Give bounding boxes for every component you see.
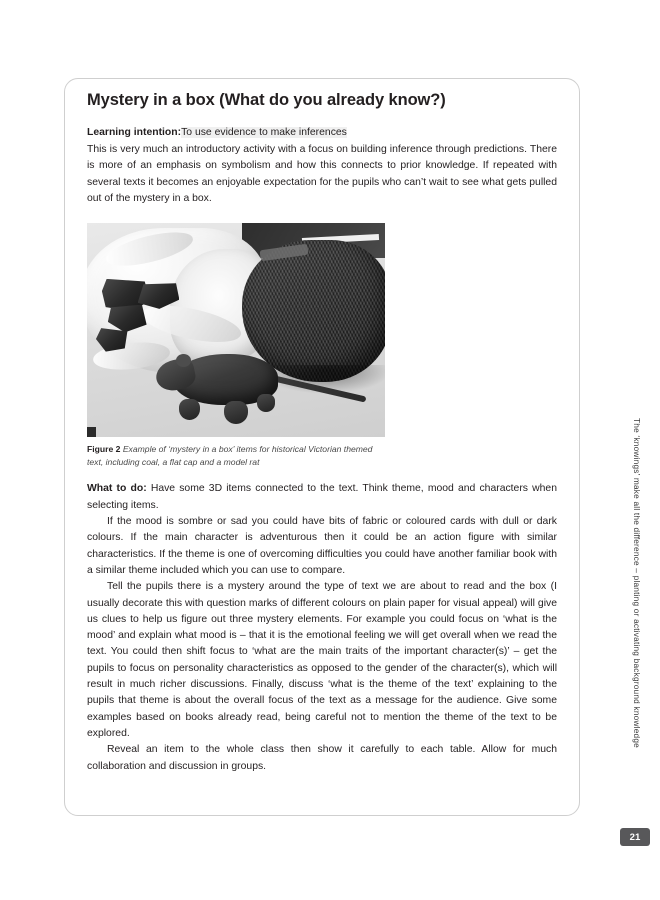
- body-paragraph-1: If the mood is sombre or sad you could have bits of fabric or coloured cards with dull or dark colours. If the main character is adventurous then it could be an action figure with similar characteristics. If the theme is one of overcoming difficulties you could have another familiar book with a similar theme included which you can use to compare.: [87, 516, 557, 576]
- figure-mystery-box: [87, 223, 385, 468]
- what-to-do-text: Have some 3D items connected to the text. Think theme, mood and characters when selecting items.: [87, 483, 557, 511]
- model-rat-leg: [257, 394, 275, 411]
- content-card: [64, 78, 580, 816]
- page-title: Mystery in a box (What do you already know?): [87, 91, 446, 109]
- figure-caption-text: Example of ‘mystery in a box’ items for historical Victorian themed text, including coal, a flat cap and a model rat: [87, 444, 373, 467]
- figure-photograph: [87, 223, 385, 437]
- learning-intention-label: Learning intention:: [87, 126, 182, 138]
- page-number-badge: 21: [620, 828, 650, 846]
- figure-caption: [87, 443, 387, 468]
- model-rat-ear: [176, 354, 191, 367]
- card-inner: [87, 91, 557, 775]
- learning-intention-line: [87, 125, 557, 141]
- learning-intention-value: To use evidence to make inferences: [181, 126, 347, 138]
- what-to-do-label: What to do:: [87, 483, 147, 495]
- running-head: The ‘knowings’ make all the difference – planting or activating background knowledge: [632, 418, 642, 748]
- body-paragraph-3: Reveal an item to the whole class then show it carefully to each table. Allow for much collaboration and discussion in groups.: [87, 744, 557, 772]
- figure-label: Figure 2: [87, 444, 121, 455]
- photo-corner-mark: [87, 427, 96, 438]
- intro-paragraph: This is very much an introductory activity with a focus on building inference through predictions. There is more of an emphasis on symbolism and how this connects to prior knowledge. If repeated with several texts it becomes an enjoyable expectation for the pupils who can’t wait to see what gets pulled out of the mystery in a box.: [87, 144, 557, 204]
- body-paragraph-2: Tell the pupils there is a mystery around the type of text we are about to read and the box (I usually decorate this with question marks of different colours on plain paper for visual appeal) will give us clues to help us figure out three mystery elements. For example you could focus on ‘what is the mood’ and explain what mood is – that it is the emotional feeling we will get overall when we read the text. You could then shift focus to ‘what are the main traits of the important character(s)’ – get the pupils to focus on personality characteristics as opposed to the gender of the character(s), which will result in much richer discussions. Finally, discuss ‘what is the theme of the text’ explaining to the pupils that theme is about the overall focus of the text as a message for the audience. Give some examples based on books already read, being careful not to mention the theme of the text to be explored.: [87, 581, 557, 739]
- what-to-do-paragraph: [87, 481, 557, 514]
